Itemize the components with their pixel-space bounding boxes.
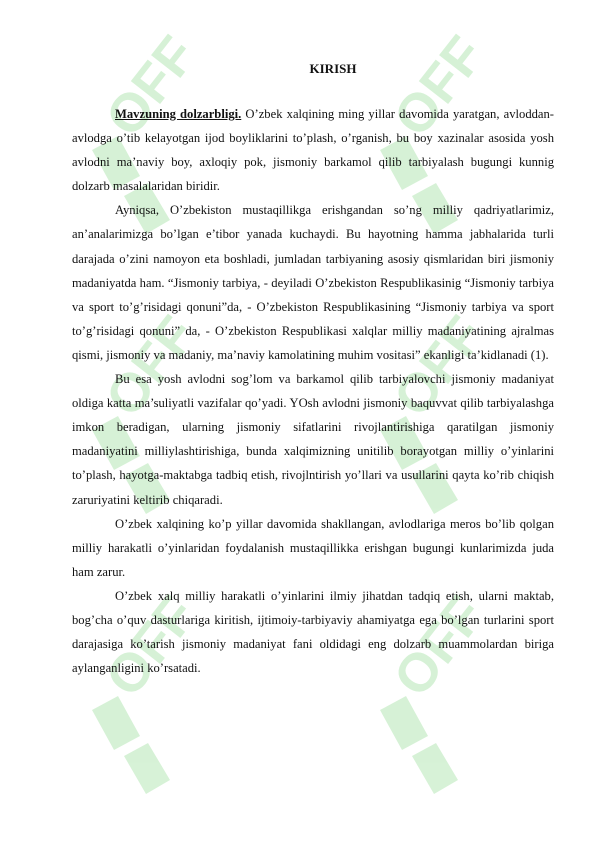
paragraph-independence: Ayniqsa, O’zbekiston mustaqillikga erishgandan so’ng milliy qadriyatlarimiz, an’analarimizga bo’lgan e’tibor yanada kuchaydi. Bu hayotning hamma jabhalarida turli darajada o’zini namoyon eta boshladi, jumladan tarbiyaning asosiy qismlaridan biri jismoniy madaniyatda ham. “Jismoniy tarbiya, - deyiladi O’zbekiston Respublikasinig “Jismoniy tarbiya va sport to’g’risidagi qonuni”da, - O’zbekiston Respublikasining “Jismoniy tarbiya va sport to’g’risidagi qonuni” da, - O’zbekiston Respublikasi xalqlar milliy madaniyatining ajralmas qismi, jismoniy va madaniy, ma’naviy kamolatining muhim vositasi” ekanligi ta’kidlanadi (1).: [72, 203, 554, 362]
paragraph-lead-relevance: Mavzuning dolzarbligi.: [115, 107, 242, 121]
paragraph-youth-education: Bu esa yosh avlodni sog’lom va barkamol qilib tarbiyalovchi jismoniy madaniyat oldiga katta ma’suliyatli vazifalar qo’yadi. YOsh avlodni jismoniy baquvvat qilib tarbiyalashga imkon beradigan, ularning jismoniy sifatlarini rivojlantirishiga qaratilgan jismoniy madaniyatini milliylashtirishiga, bunda xalqimizning unitilib borayotgan milliy o’yinlarini to’plash, hayotga-maktabga tadbiq etish, rivojlntirish yo’llari va usullarini qayta ko’rib chiqish zaruriyatini keltirib chiqaradi.: [72, 372, 554, 507]
paragraph-national-games: O’zbek xalqining ko’p yillar davomida shakllangan, avlodlariga meros bo’lib qolgan milliy harakatli o’yinlaridan foydalanish mustaqillikka erishgan bugungi kunlarimizda juda ham zarur.: [72, 516, 554, 579]
paragraph-relevance: [72, 102, 554, 198]
paragraph-research: O’zbek xalq milliy harakatli o’yinlarini ilmiy jihatdan tadqiq etish, ularni maktab, bog’cha o’quv dasturlariga kiritish, ijtimoiy-tarbiyaviy ahamiyatga ega bo’lgan turlarini sport darajasiga ko’tarish jismoniy madaniyat fani oldidagi eng dolzarb muammolardan biriga aylanganligini ko’rsatadi.: [72, 588, 554, 676]
document-body: [72, 58, 554, 680]
page-title: KIRISH: [309, 61, 357, 76]
paragraph-text: O’zbek xalqining ming yillar davomida yaratgan, avloddan-avlodga o’tib kelayotgan ijod boyliklarini to’plash, o’rganish, bu boy xazinalar asosida yosh avlodni ma’naviy boy, axloqiy pok, jismoniy barkamol qilib tarbiyalash bugungi kunnig dolzarb masalalaridan biridir.: [72, 107, 554, 194]
